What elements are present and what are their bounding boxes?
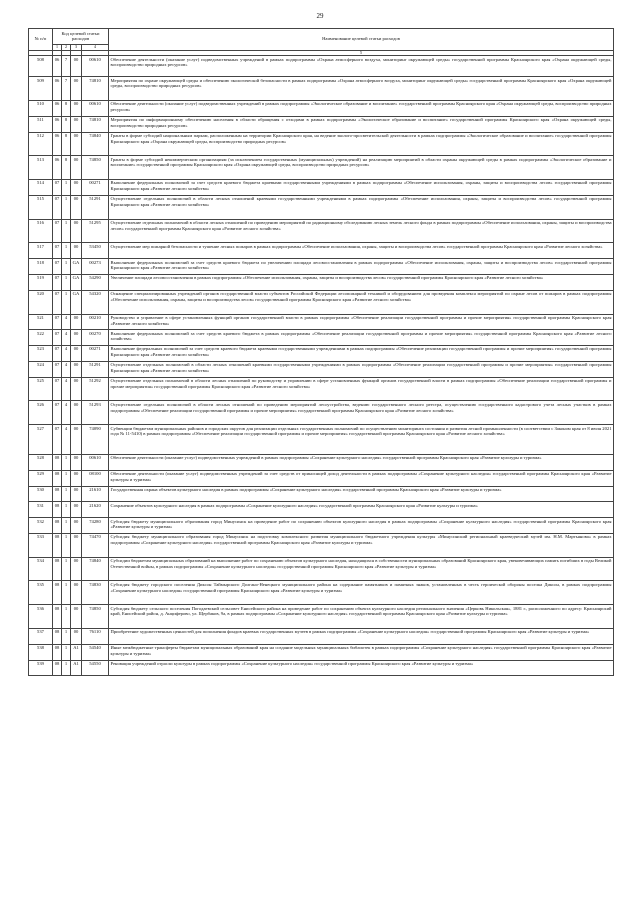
code-part-4: 51295: [82, 219, 109, 243]
code-part-3: 00: [71, 219, 82, 243]
code-part-2: 4: [62, 401, 71, 425]
row-number: 526: [29, 401, 53, 425]
code-part-2: 8: [62, 116, 71, 132]
code-part-3: 00: [71, 401, 82, 425]
code-part-3: 00: [71, 533, 82, 557]
code-part-2: 1: [62, 629, 71, 645]
code-part-4: 74810: [82, 116, 109, 132]
code-part-2: 4: [62, 314, 71, 330]
table-row: [29, 100, 614, 116]
code-part-1: 07: [53, 195, 62, 219]
code-part-1: 07: [53, 346, 62, 362]
code-part-1: 08: [53, 629, 62, 645]
code-part-1: 08: [53, 644, 62, 660]
header-number: № п/п: [29, 29, 53, 51]
code-part-4: 54290: [82, 274, 109, 290]
code-part-3: 00: [71, 195, 82, 219]
row-number: 535: [29, 581, 53, 605]
code-part-4: 54320: [82, 290, 109, 314]
table-row: [29, 330, 614, 346]
code-part-4: 74830: [82, 581, 109, 605]
code-part-1: 07: [53, 180, 62, 196]
header-col-4: 4: [82, 44, 109, 50]
item-name: Осуществление отдельных полномочий в области лесных отношений по проведению мероприятий лесоустройства, ведению государственного лесного реестра, осуществлению государственного кадастрового учета лесных участков в рамках подпрограммы «Обеспечение реализации государственной программы и прочие мероприятия» государственной программы Красноярского края «Развитие лесного хозяйства»: [109, 401, 614, 425]
item-name: Субсидия бюджету муниципального образования город Минусинск на подготовку комплексного развития муниципального бюджетного учреждения культуры «Минусинский региональный краеведческий музей им. Н.М. Мартьянова» в рамках подпрограммы «Сохранение культурного наследия» государственной программы Красноярского края «Развитие культуры и туризма»: [109, 533, 614, 557]
code-part-2: 7: [62, 56, 71, 77]
item-name: Увеличение площади лесовосстановления в рамках подпрограммы «Обеспечение использования, охраны, защиты и воспроизводства лесов» государственной программы Красноярского края «Развитие лесного хозяйства»: [109, 274, 614, 290]
code-part-1: 08: [53, 605, 62, 629]
code-part-3: 00: [71, 156, 82, 180]
code-part-4: 08100: [82, 470, 109, 486]
row-number: 518: [29, 259, 53, 275]
row-number: 516: [29, 219, 53, 243]
code-part-3: 00: [71, 605, 82, 629]
code-part-2: 4: [62, 361, 71, 377]
code-part-3: GA: [71, 290, 82, 314]
code-part-2: 1: [62, 533, 71, 557]
code-part-1: 06: [53, 116, 62, 132]
table-row: [29, 644, 614, 660]
code-part-2: 1: [62, 581, 71, 605]
code-part-2: 1: [62, 195, 71, 219]
item-name: Приобретение художественных ценностей для пополнения фондов краевых государственных музеев в рамках подпрограммы «Сохранение культурного наследия» государственной программы Красноярского края «Развитие культуры и туризма»: [109, 629, 614, 645]
table-row: [29, 605, 614, 629]
code-part-4: 76110: [82, 629, 109, 645]
table-row: [29, 502, 614, 518]
item-name: Обеспечение деятельности (оказание услуг) подведомственных учреждений в рамках подпрограммы «Охрана атмосферного воздуха, мониторинг окружающей среды» государственной программы Красноярского края «Охрана окружающей среды, воспроизводство природных ресурсов»: [109, 56, 614, 77]
code-part-2: 1: [62, 180, 71, 196]
code-part-1: 08: [53, 660, 62, 676]
item-name: Гранты в форме субсидий некоммерческим организациям (за исключением государственных (муниципальных) учреждений) на реализацию мероприятий в области охраны окружающей среды в рамках подпрограммы «Экологическое образование и воспитание» государственной программы Красноярского края «Охрана окружающей среды, воспроизводство природных ресурсов»: [109, 156, 614, 180]
code-part-4: 74470: [82, 533, 109, 557]
code-part-2: 8: [62, 100, 71, 116]
code-part-3: 00: [71, 77, 82, 101]
code-part-2: 1: [62, 455, 71, 471]
item-name: Руководство и управление в сфере установленных функций органов государственной власти в рамках подпрограммы «Обеспечение реализации государственной программы и прочие мероприятия» государственной программы Красноярского края «Развитие лесного хозяйства»: [109, 314, 614, 330]
table-row: [29, 660, 614, 676]
header-col-3: 3: [71, 44, 82, 50]
table-row: [29, 629, 614, 645]
code-part-1: 07: [53, 314, 62, 330]
code-part-2: 1: [62, 605, 71, 629]
row-number: 512: [29, 132, 53, 156]
item-name: Осуществление мер пожарной безопасности и тушение лесных пожаров в рамках подпрограммы «Обеспечение использования, охраны, защиты и воспроизводства лесов» государственной программы Красноярского края «Развитие лесного хозяйства»: [109, 243, 614, 259]
code-part-2: 1: [62, 660, 71, 676]
code-part-3: 00: [71, 377, 82, 401]
table-body: [29, 56, 614, 676]
item-name: Субсидия бюджету городского поселения Диксон Таймырского Долгано-Ненецкого муниципального района на содержание памятников и памятных знаков, установленных в честь героической обороны поселка Диксон, в рамках подпрограммы «Сохранение культурного наследия» государственной программы Красноярского края «Развитие культуры и туризма»: [109, 581, 614, 605]
row-number: 530: [29, 486, 53, 502]
code-part-3: 00: [71, 518, 82, 534]
table-row: [29, 557, 614, 581]
code-part-2: 1: [62, 557, 71, 581]
code-part-3: A1: [71, 644, 82, 660]
code-part-1: 07: [53, 243, 62, 259]
code-part-4: 21610: [82, 486, 109, 502]
code-part-2: 4: [62, 377, 71, 401]
row-number: 521: [29, 314, 53, 330]
code-part-1: 06: [53, 156, 62, 180]
code-part-1: 08: [53, 581, 62, 605]
code-part-4: 00210: [82, 314, 109, 330]
code-part-3: 00: [71, 56, 82, 77]
item-name: Мероприятия по охране окружающей среды и обеспечению экологической безопасности в рамках подпрограммы «Охрана атмосферного воздуха, мониторинг окружающей среды» государственной программы Красноярского края «Охрана окружающей среды, воспроизводство природных ресурсов»: [109, 77, 614, 101]
code-part-1: 06: [53, 56, 62, 77]
item-name: Государственная охрана объектов культурного наследия в рамках подпрограммы «Сохранение культурного наследия» государственной программы Красноярского края «Развитие культуры и туризма»: [109, 486, 614, 502]
code-part-2: 1: [62, 219, 71, 243]
row-number: 519: [29, 274, 53, 290]
code-part-4: 00610: [82, 56, 109, 77]
item-name: Осуществление отдельных полномочий в области лесных отношений краевыми государственными учреждениями в рамках подпрограммы «Обеспечение использования, охраны, защиты и воспроизводства лесов» государственной программы Красноярского края «Развитие лесного хозяйства»: [109, 195, 614, 219]
table-row: [29, 314, 614, 330]
item-name: Субсидия бюджету сельского поселения Погодаевский сельсовет Енисейского района на проведение работ по сохранению объекта культурного наследия регионального значения «Церковь Никольская», 1881 г., расположенного по адресу: Красноярский край, Енисейский район, д. Анциферово, ул. Щербаков, 9а, в рамках подпрограммы «Сохранение культурного наследия» государственной программы Красноярского края «Развитие культуры и туризма»: [109, 605, 614, 629]
header-col-5: 5: [109, 50, 614, 56]
code-part-3: GA: [71, 259, 82, 275]
table-row: [29, 274, 614, 290]
code-part-3: 00: [71, 330, 82, 346]
row-number: 538: [29, 644, 53, 660]
row-number: 536: [29, 605, 53, 629]
header-col-1: 1: [53, 44, 62, 50]
item-name: Осуществление отдельных полномочий в области лесных отношений краевыми государственными учреждениями в рамках подпрограммы «Обеспечение реализации государственной программы и прочие мероприятия» государственной программы Красноярского края «Развитие лесного хозяйства»: [109, 361, 614, 377]
code-part-2: 1: [62, 502, 71, 518]
code-part-3: 00: [71, 180, 82, 196]
code-part-4: 74090: [82, 425, 109, 455]
row-number: 539: [29, 660, 53, 676]
row-number: 529: [29, 470, 53, 486]
code-part-3: 00: [71, 557, 82, 581]
table-row: [29, 533, 614, 557]
row-number: 510: [29, 100, 53, 116]
table-row: [29, 455, 614, 471]
table-row: [29, 470, 614, 486]
code-part-1: 07: [53, 290, 62, 314]
code-part-4: 53450: [82, 243, 109, 259]
table-row: [29, 401, 614, 425]
code-part-4: 51291: [82, 361, 109, 377]
code-part-1: 08: [53, 518, 62, 534]
code-part-2: 4: [62, 425, 71, 455]
table-row: [29, 425, 614, 455]
code-part-2: 7: [62, 77, 71, 101]
code-part-4: 74840: [82, 557, 109, 581]
row-number: 523: [29, 346, 53, 362]
row-number: 531: [29, 502, 53, 518]
item-name: Выполнение федеральных полномочий за счет средств краевого бюджета по увеличению площади лесовосстановления в рамках подпрограммы «Обеспечение использования, охраны, защиты и воспроизводства лесов» государственной программы Красноярского края «Развитие лесного хозяйства»: [109, 259, 614, 275]
row-number: 524: [29, 361, 53, 377]
code-part-2: 1: [62, 290, 71, 314]
code-part-4: 51291: [82, 195, 109, 219]
code-part-2: 1: [62, 486, 71, 502]
table-row: [29, 180, 614, 196]
row-number: 527: [29, 425, 53, 455]
table-row: [29, 518, 614, 534]
code-part-1: 06: [53, 100, 62, 116]
code-part-3: 00: [71, 502, 82, 518]
row-number: 511: [29, 116, 53, 132]
row-number: 520: [29, 290, 53, 314]
code-part-4: 00271: [82, 346, 109, 362]
item-name: Обеспечение деятельности (оказание услуг) подведомственных учреждений в рамках подпрограммы «Сохранение культурного наследия» государственной программы Красноярского края «Развитие культуры и туризма»: [109, 455, 614, 471]
code-part-4: 74810: [82, 77, 109, 101]
target-items-table: [28, 28, 614, 676]
code-part-1: 08: [53, 486, 62, 502]
code-part-4: 00273: [82, 259, 109, 275]
code-part-1: 08: [53, 533, 62, 557]
code-part-4: 00610: [82, 455, 109, 471]
item-name: Сохранение объектов культурного наследия в рамках подпрограммы «Сохранение культурного наследия» государственной программы Красноярского края «Развитие культуры и туризма»: [109, 502, 614, 518]
code-part-3: GA: [71, 274, 82, 290]
table-row: [29, 259, 614, 275]
code-part-2: 4: [62, 330, 71, 346]
code-part-1: 07: [53, 401, 62, 425]
header-col-2: 2: [62, 44, 71, 50]
row-number: 533: [29, 533, 53, 557]
row-number: 525: [29, 377, 53, 401]
item-name: Гранты в форме субсидий национальным паркам, расположенным на территории Красноярского края, на ведение эколого-просветительской деятельности в рамках подпрограммы «Экологическое образование и воспитание» государственной программы Красноярского края «Охрана окружающей среды, воспроизводство природных ресурсов»: [109, 132, 614, 156]
table-row: [29, 77, 614, 101]
row-number: 517: [29, 243, 53, 259]
code-part-1: 07: [53, 361, 62, 377]
code-part-2: 1: [62, 644, 71, 660]
code-part-1: 07: [53, 259, 62, 275]
code-part-3: 00: [71, 581, 82, 605]
code-part-3: 00: [71, 629, 82, 645]
item-name: Реновация учреждений отрасли культуры в рамках подпрограммы «Сохранение культурного наследия» государственной программы Красноярского края «Развитие культуры и туризма»: [109, 660, 614, 676]
table-row: [29, 581, 614, 605]
code-part-4: 74850: [82, 156, 109, 180]
table-row: [29, 377, 614, 401]
code-part-3: 00: [71, 486, 82, 502]
code-part-2: 1: [62, 470, 71, 486]
code-part-2: 1: [62, 243, 71, 259]
code-part-3: 00: [71, 346, 82, 362]
item-name: Мероприятия по информационному обеспечению населения в области обращения с отходами в рамках подпрограммы «Экологическое образование и воспитание» государственной программы Красноярского края «Охрана окружающей среды, воспроизводство природных ресурсов»: [109, 116, 614, 132]
item-name: Субсидии бюджетам муниципальных образований на выполнение работ по сохранению объектов культурного наследия, находящихся в собственности муниципальных образований Красноярского края, увековечивающих память погибших в годы Великой Отечественной войны, в рамках подпрограммы «Сохранение культурного наследия» государственной программы Красноярского края «Развитие культуры и туризма»: [109, 557, 614, 581]
row-number: 528: [29, 455, 53, 471]
code-part-1: 08: [53, 502, 62, 518]
code-part-1: 07: [53, 330, 62, 346]
row-number: 515: [29, 195, 53, 219]
table-row: [29, 243, 614, 259]
code-part-4: 00271: [82, 180, 109, 196]
code-part-1: 08: [53, 470, 62, 486]
header-code: Код целевой статьи расходов: [53, 29, 109, 45]
table-row: [29, 132, 614, 156]
code-part-3: A1: [71, 660, 82, 676]
code-part-2: 8: [62, 132, 71, 156]
code-part-4: 74850: [82, 605, 109, 629]
row-number: 514: [29, 180, 53, 196]
table-row: [29, 116, 614, 132]
code-part-3: 00: [71, 116, 82, 132]
code-part-4: 51293: [82, 401, 109, 425]
item-name: Осуществление отдельных полномочий в области лесных отношений по проведению мероприятий по радиационному обследованию лесных земель лесного фонда в рамках подпрограммы «Обеспечение использования, охраны, защиты и воспроизводства лесов» государственной программы Красноярского края «Развитие лесного хозяйства»: [109, 219, 614, 243]
table-row: [29, 290, 614, 314]
row-number: 534: [29, 557, 53, 581]
code-part-1: 08: [53, 557, 62, 581]
code-part-3: 00: [71, 132, 82, 156]
code-part-4: 21620: [82, 502, 109, 518]
item-name: Выполнение федеральных полномочий за счет средств краевого бюджета краевыми государственными учреждениями в рамках подпрограммы «Обеспечение реализации государственной программы и прочие мероприятия» государственной программы Красноярского края «Развитие лесного хозяйства»: [109, 346, 614, 362]
code-part-2: 4: [62, 346, 71, 362]
row-number: 508: [29, 56, 53, 77]
code-part-1: 07: [53, 274, 62, 290]
item-name: Субвенции бюджетам муниципальных районов и городских округов для реализации отдельных государственных полномочий по осуществлению мониторинга состояния и развития лесной промышленности (в соответствии с Законом края от 8 июля 2021 года № 11-5410) в рамках подпрограммы «Обеспечение реализации государственной программы и прочие мероприятия» государственной программы Красноярского края «Развитие лесного хозяйства»: [109, 425, 614, 455]
code-part-4: 74280: [82, 518, 109, 534]
table-row: [29, 486, 614, 502]
row-number: 509: [29, 77, 53, 101]
page-number: 29: [316, 12, 324, 20]
row-number: 532: [29, 518, 53, 534]
item-name: Выполнение федеральных полномочий за счет средств краевого бюджета краевыми государственными учреждениями в рамках подпрограммы «Обеспечение использования, охраны, защиты и воспроизводства лесов» государственной программы Красноярского края «Развитие лесного хозяйства»: [109, 180, 614, 196]
table-row: [29, 156, 614, 180]
code-part-1: 07: [53, 377, 62, 401]
row-number: 513: [29, 156, 53, 180]
code-part-3: 00: [71, 455, 82, 471]
code-part-2: 1: [62, 259, 71, 275]
code-part-1: 07: [53, 219, 62, 243]
item-name: Оснащение специализированных учреждений органов государственной власти субъектов Российской Федерации лесопожарной техникой и оборудованием для проведения комплекса мероприятий по охране лесов от пожаров в рамках подпрограммы «Обеспечение использования, охраны, защиты и воспроизводства лесов» государственной программы Красноярского края «Развитие лесного хозяйства»: [109, 290, 614, 314]
code-part-3: 00: [71, 243, 82, 259]
code-part-4: 74840: [82, 132, 109, 156]
item-name: Обеспечение деятельности (оказание услуг) подведомственных учреждений за счет средств от приносящей доход деятельности в рамках подпрограммы «Сохранение культурного наследия» государственной программы Красноярского края «Развитие культуры и туризма»: [109, 470, 614, 486]
code-part-3: 00: [71, 314, 82, 330]
code-part-2: 8: [62, 156, 71, 180]
code-part-1: 08: [53, 455, 62, 471]
code-part-3: 00: [71, 361, 82, 377]
code-part-1: 06: [53, 77, 62, 101]
code-part-1: 06: [53, 132, 62, 156]
table-row: [29, 56, 614, 77]
code-part-4: 00610: [82, 100, 109, 116]
item-name: Субсидия бюджету муниципального образования город Минусинск на проведение работ по сохранению объектов культурного наследия в рамках подпрограммы «Сохранение культурного наследия» государственной программы Красноярского края «Развитие культуры и туризма»: [109, 518, 614, 534]
code-part-3: 00: [71, 425, 82, 455]
code-part-4: 00270: [82, 330, 109, 346]
code-part-2: 1: [62, 274, 71, 290]
code-part-1: 07: [53, 425, 62, 455]
row-number: 537: [29, 629, 53, 645]
table-row: [29, 361, 614, 377]
table-row: [29, 219, 614, 243]
header-name: Наименование целевой статьи расходов: [109, 29, 614, 51]
row-number: 522: [29, 330, 53, 346]
code-part-3: 00: [71, 100, 82, 116]
code-part-4: 51292: [82, 377, 109, 401]
table-row: [29, 346, 614, 362]
item-name: Осуществление отдельных полномочий в области лесных отношений по руководству и управлению в сфере установленных функций органов государственной власти в рамках подпрограммы «Обеспечение реализации государственной программы и прочие мероприятия» государственной программы Красноярского края «Развитие лесного хозяйства»: [109, 377, 614, 401]
table-row: [29, 195, 614, 219]
item-name: Обеспечение деятельности (оказание услуг) подведомственных учреждений в рамках подпрограммы «Экологическое образование и воспитание» государственной программы Красноярского края «Охрана окружающей среды, воспроизводство природных ресурсов»: [109, 100, 614, 116]
code-part-2: 1: [62, 518, 71, 534]
item-name: Иные межбюджетные трансферты бюджетам муниципальных образований края на создание модельных муниципальных библиотек в рамках подпрограммы «Сохранение культурного наследия» государственной программы Красноярского края «Развитие культуры и туризма»: [109, 644, 614, 660]
code-part-3: 00: [71, 470, 82, 486]
code-part-4: 54540: [82, 644, 109, 660]
code-part-4: 54550: [82, 660, 109, 676]
item-name: Выполнение федеральных полномочий за счет средств краевого бюджета в рамках подпрограммы «Обеспечение реализации государственной программы и прочие мероприятия» государственной программы Красноярского края «Развитие лесного хозяйства»: [109, 330, 614, 346]
